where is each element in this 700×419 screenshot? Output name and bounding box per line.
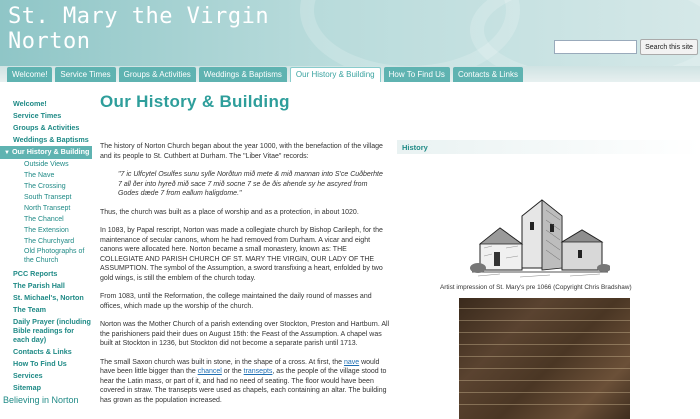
search-input[interactable]: [554, 40, 637, 54]
site-title-line1: St. Mary the Virgin: [8, 4, 270, 29]
sidebar-navigation: [0, 98, 92, 394]
page-title: Our History & Building: [100, 92, 290, 111]
text: or the: [221, 368, 244, 375]
text: would have been little bigger than the: [100, 358, 380, 375]
paragraph: In 1083, by Papal rescript, Norton was made a collegiate church by Bishop Carileph, for the maintenance of secular canons, whom he had removed from Durham. A vicar and eight canons were allocated here. Norton became a small monastery, known as: THE COLLEGIATE AND PARISH CHURCH OF ST. MARY THE VIRGIN, OUR LADY OF THE ASSUMPTION. The symbol of the Assumption, a sword transfixing a heart, enfolded by two gold wings, is still the emblem of the church today.: [100, 227, 383, 282]
site-title[interactable]: [8, 4, 269, 54]
history-panel-header: [397, 140, 700, 154]
site-title-line2: Norton: [8, 29, 91, 54]
manuscript-image: [459, 298, 630, 419]
sidebar-item-services[interactable]: Services: [13, 371, 43, 380]
tab-weddings-baptisms[interactable]: Weddings & Baptisms: [199, 67, 287, 82]
sidebar-item-welcome[interactable]: Welcome!: [13, 99, 47, 108]
history-article: [100, 142, 390, 414]
sidebar-item-weddings-baptisms[interactable]: Weddings & Baptisms: [13, 135, 89, 144]
manuscript-line: [459, 344, 630, 345]
sidebar-subitem-the-crossing[interactable]: The Crossing: [24, 183, 66, 190]
expanded-arrow-icon: ▼: [4, 150, 10, 156]
paragraph: [100, 358, 390, 406]
sidebar-item-contacts-links[interactable]: Contacts & Links: [13, 347, 72, 356]
liber-vitae-quote: "7 ic Ulfcytel Osulfes sunu sylle Norðtun mið mete & mið mannan into S'ce Cuðberhte 7 all ðer into hyreð mið sace 7 mið socne 7 se ðe ðis ahende sy he ascyred from Godes dæde 7 from eallum haligdome.": [118, 171, 383, 197]
manuscript-line: [459, 320, 630, 321]
church-sketch-image: [470, 186, 610, 280]
header-decoration: [470, 0, 700, 66]
paragraph: The history of Norton Church began about the year 1000, with the benefaction of the village and its people to St. Cuthbert at Durham. The "Liber Vitae" records:: [100, 143, 383, 160]
sidebar-subitem-north-transept[interactable]: North Transept: [24, 205, 71, 212]
sidebar-item-st-michaels[interactable]: St. Michael's, Norton: [13, 293, 84, 302]
manuscript-line: [459, 392, 630, 393]
paragraph: Thus, the church was built as a place of worship and as a protection, in about 1020.: [100, 208, 359, 216]
sidebar-item-service-times[interactable]: Service Times: [13, 111, 62, 120]
paragraph: From 1083, until the Reformation, the college maintained the daily round of masses and offices, which made up the worship of the church.: [100, 293, 372, 310]
sidebar-item-pcc-reports[interactable]: PCC Reports: [13, 269, 58, 278]
nave-link[interactable]: nave: [343, 358, 360, 366]
sidebar-subitem-the-chancel[interactable]: The Chancel: [24, 216, 64, 223]
tab-our-history-building[interactable]: Our History & Building: [290, 67, 381, 82]
tab-groups-activities[interactable]: Groups & Activities: [119, 67, 196, 82]
search-button[interactable]: Search this site: [640, 39, 698, 55]
sidebar-subitem-south-transept[interactable]: South Transept: [24, 194, 72, 201]
history-panel-title: History: [402, 143, 428, 152]
text: The small Saxon church was built in stone, in the shape of a cross. At first, the: [100, 358, 344, 366]
text: , as the people of the village stood to hear the Latin mass, or part of it, and had no need of seating. The floor would have been covered in straw. The transepts were used as chapels, each containing an altar. The building has grown as the population increased.: [100, 368, 387, 404]
sidebar-item-parish-hall[interactable]: The Parish Hall: [13, 281, 65, 290]
sidebar-subitem-outside-views[interactable]: Outside Views: [24, 161, 69, 168]
chancel-link[interactable]: chancel: [197, 368, 222, 375]
paragraph: Norton was the Mother Church of a parish extending over Stockton, Preston and Hartburn. All the parishioners paid their dues on August 15th: the Feast of the Assumption. A chapel was built at Stockton in 1236, but Stockton did not become a separate parish until 1713.: [100, 321, 390, 347]
sidebar-subitem-the-extension[interactable]: The Extension: [24, 227, 69, 234]
manuscript-line: [459, 356, 630, 357]
sidebar-item-groups-activities[interactable]: Groups & Activities: [13, 123, 80, 132]
manuscript-line: [459, 404, 630, 405]
manuscript-line: [459, 380, 630, 381]
believing-in-norton-heading: Believing in Norton: [3, 395, 79, 405]
sidebar-item-the-team[interactable]: The Team: [13, 305, 47, 314]
image-caption: Artist impression of St. Mary's pre 1066 (Copyright Chris Bradshaw): [440, 284, 632, 291]
sidebar-item-label: Our History & Building: [11, 147, 90, 156]
sidebar-subitem-the-nave[interactable]: The Nave: [24, 172, 55, 179]
sidebar-item-sitemap[interactable]: Sitemap: [13, 383, 41, 392]
tab-service-times[interactable]: Service Times: [55, 67, 115, 82]
tab-how-to-find-us[interactable]: How To Find Us: [384, 67, 450, 82]
manuscript-line: [459, 368, 630, 369]
sidebar-item-how-to-find-us[interactable]: How To Find Us: [13, 359, 67, 368]
sidebar-subitem-old-photographs[interactable]: Old Photographs of the Church: [24, 248, 85, 264]
sidebar-subitem-the-churchyard[interactable]: The Churchyard: [24, 238, 75, 245]
manuscript-line: [459, 308, 630, 309]
sidebar-item-daily-prayer[interactable]: Daily Prayer (including Bible readings for each day): [13, 317, 91, 344]
site-header: [0, 0, 700, 66]
tab-welcome[interactable]: Welcome!: [7, 67, 52, 82]
manuscript-line: [459, 332, 630, 333]
tab-contacts-links[interactable]: Contacts & Links: [453, 67, 523, 82]
transepts-link[interactable]: transepts: [243, 368, 273, 375]
top-navigation: [7, 67, 523, 82]
sidebar-item-our-history-building[interactable]: [0, 146, 92, 159]
